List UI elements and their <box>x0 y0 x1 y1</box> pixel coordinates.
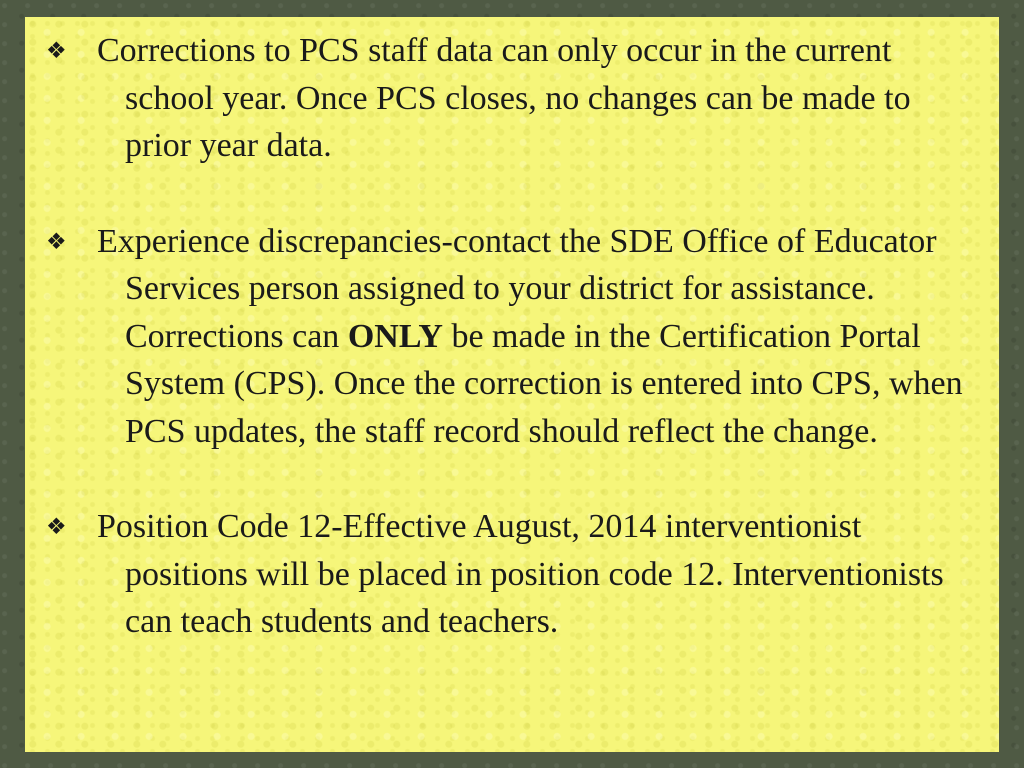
bullet-text-group <box>97 218 975 456</box>
bullet-text: Position Code 12-Effective August, 2014 interventionist positions will be placed in position code 12. Interventionists can teach students and teachers. <box>97 508 944 640</box>
bullet-text: Corrections to PCS staff data can only occur in the current school year. Once PCS closes, no changes can be made to prior year data. <box>97 32 911 164</box>
bullet-discrepancies <box>45 218 975 456</box>
slide-content <box>25 17 999 752</box>
diamond-bullet-icon: ❖ <box>46 228 67 254</box>
emphasis-only: ONLY <box>347 317 443 355</box>
bullet-corrections <box>45 27 975 170</box>
bullet-position-code <box>45 503 975 646</box>
bullet-text: be made in the Certification Portal System (CPS). Once the correction is entered into CPS, when PCS updates, the staff record should reflect the change. <box>125 317 963 450</box>
diamond-bullet-icon: ❖ <box>46 514 67 539</box>
diamond-bullet-icon: ❖ <box>46 38 67 63</box>
bullet-text: Experience discrepancies-contact the SDE Office of Educator Services person assigned to your district for assistance. Corrections can <box>97 222 937 355</box>
